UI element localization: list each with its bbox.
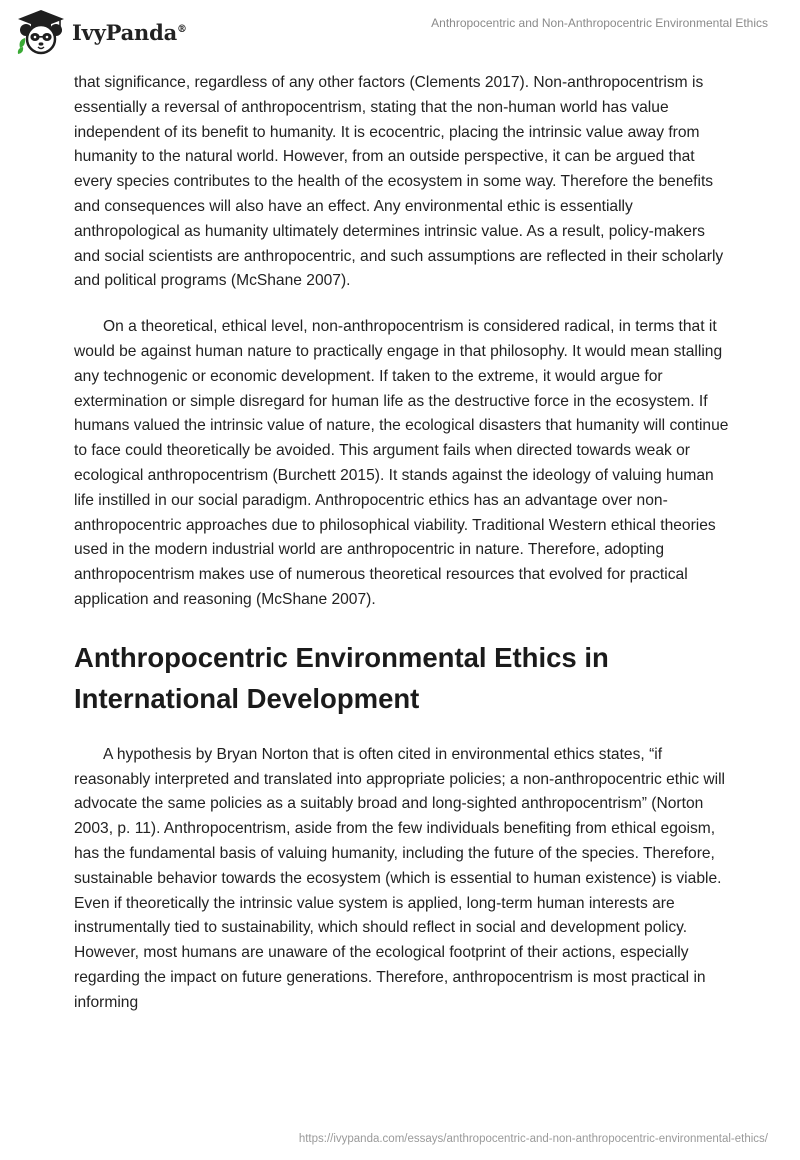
essay-content <box>74 71 734 1016</box>
paragraph-theoretical-ethics: On a theoretical, ethical level, non-anthropocentrism is considered radical, in terms that it would be against human nature to practically engage in that philosophy. It would mean stalling any technogenic or economic development. If taken to the extreme, it would argue for extermination or simple disregard for human life as the destructive force in the ecosystem. If humans valued the intrinsic value of nature, the ecological disasters that humanity will continue to face could theoretically be avoided. This argument fails when directed towards weak or ecological anthropocentrism (Burchett 2015). It stands against the ideology of valuing human life instilled in our social paradigm. Anthropocentric ethics has an advantage over non-anthropocentric approaches due to philosophical viability. Traditional Western ethical theories used in the modern industrial world are anthropocentric in nature. Therefore, adopting anthropocentrism makes use of numerous theoretical resources that evolved for practical application and reasoning (McShane 2007). <box>74 318 729 608</box>
panda-graduate-icon <box>14 8 68 56</box>
page-header <box>0 0 800 70</box>
ivypanda-logo[interactable] <box>14 8 187 56</box>
paragraph-norton-hypothesis: A hypothesis by Bryan Norton that is often cited in environmental ethics states, “if reasonably interpreted and translated into appropriate policies; a non-anthropocentric ethic will advocate the same policies as a suitably broad and long-sighted anthropocentrism” (Norton 2003, p. 11). Anthropocentrism, aside from the few individuals benefiting from ethical egoism, has the fundamental basis of valuing humanity, including the future of the species. Therefore, sustainable behavior towards the ecosystem (which is essential to human existence) is viable. Even if theoretically the intrinsic value system is applied, long-term human interests are instrumentally tied to sustainability, which should reflect in social and development policy. However, most humans are unaware of the ecological footprint of their actions, especially regarding the impact on future generations. Therefore, anthropocentrism is most practical in informing <box>74 745 725 1011</box>
document-title: Anthropocentric and Non-Anthropocentric Environmental Ethics <box>431 16 768 30</box>
source-url-link[interactable]: https://ivypanda.com/essays/anthropocentric-and-non-anthropocentric-environmental-ethics/ <box>298 1133 768 1145</box>
brand-name: IvyPanda® <box>72 19 187 45</box>
paragraph-continuation: that significance, regardless of any other factors (Clements 2017). Non-anthropocentrism is essentially a reversal of anthropocentrism, stating that the non-human world has value independent of its benefit to humanity. It is ecocentric, placing the intrinsic value away from humanity to the natural world. However, from an outside perspective, it can be argued that every species contributes to the health of the ecosystem in some way. Therefore the benefits and consequences will also have an effect. Any environmental ethic is essentially anthropological as humanity ultimately determines intrinsic value. As a result, policy-makers and social scientists are anthropocentric, and such assumptions are reflected in their scholarly and political programs (McShane 2007). <box>74 74 724 290</box>
section-heading: Anthropocentric Environmental Ethics in International Development <box>74 641 609 714</box>
registered-mark: ® <box>177 23 187 35</box>
